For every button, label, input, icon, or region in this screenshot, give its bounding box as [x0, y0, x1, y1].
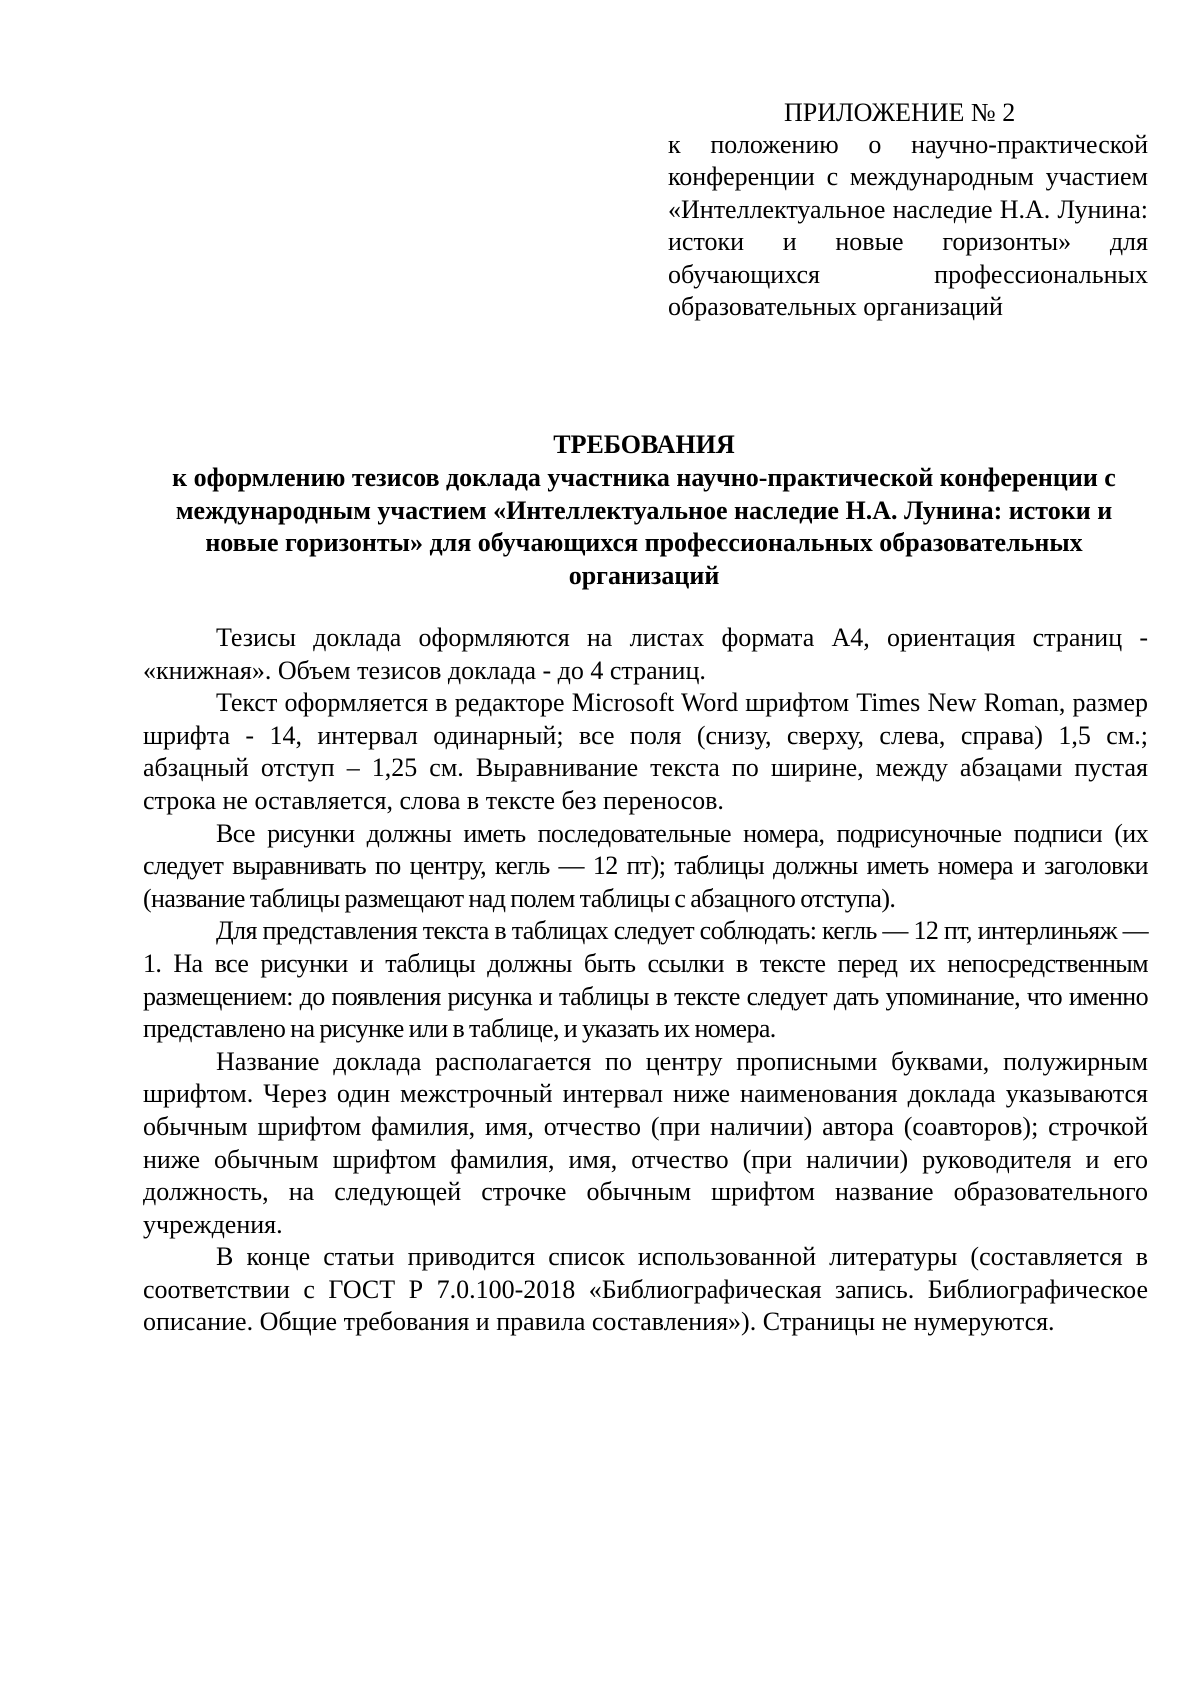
appendix-heading: ПРИЛОЖЕНИЕ № 2 — [784, 98, 1016, 127]
paragraph-font: Текст оформляется в редакторе Microsoft Word шрифтом Times New Roman, размер шрифта - 14, интервал одинарный; все поля (снизу, сверху, слева, справа) 1,5 см.; абзацный отступ – 1,25 см. Выравнивание текста по ширине, между абзацами пустая строка не оставляется, слова в тексте без переносов. — [143, 688, 1148, 815]
document-subtitle: к оформлению тезисов доклада участника научно-практической конференции с международным участием «Интеллектуальное наследие Н.А. Лунина: истоки и новые горизонты» для обучающихся профессиональных образовательных организаций — [172, 463, 1116, 590]
document-title: ТРЕБОВАНИЯ — [553, 430, 735, 459]
paragraph-references: В конце статьи приводится список использованной литературы (составляется в соответствии с ГОСТ Р 7.0.100-2018 «Библиографическая запись. Библиографическое описание. Общие требования и правила составления»). Страницы не нумеруются. — [143, 1242, 1148, 1337]
paragraph-report-title: Название доклада располагается по центру прописными буквами, полужирным шрифтом. Через один межстрочный интервал ниже наименования доклада указываются обычным шрифтом фамилия, имя, отчество (при наличии) автора (соавторов); строчкой ниже обычным шрифтом фамилия, имя, отчество (при наличии) руководителя и его должность, на следующей строчке обычным шрифтом название образовательного учреждения. — [143, 1046, 1148, 1239]
appendix-block — [668, 96, 1148, 323]
appendix-text: к положению о научно-практической конференции с международным участием «Интеллектуальное наследие Н.А. Лунина: истоки и новые горизонты» для обучающихся профессиональных образовательных организаций — [668, 130, 1148, 322]
paragraph-figures: Все рисунки должны иметь последовательные номера, подрисуночные подписи (их следует выравнивать по центру, кегль — 12 пт); таблицы должны иметь номера и заголовки (название таблицы размещают над полем таблицы с абзацного отступа). — [143, 818, 1148, 913]
body-text — [143, 622, 1148, 1339]
title-block — [140, 428, 1148, 592]
paragraph-tables: Для представления текста в таблицах следует соблюдать: кегль — 12 пт, интерлиньяж — 1. На все рисунки и таблицы должны быть ссылки в тексте перед их непосредственным размещением: до появления рисунка и таблицы в тексте следует дать упоминание, что именно представлено на рисунке или в таблице, и указать их номера. — [143, 916, 1148, 1044]
paragraph-format: Тезисы доклада оформляются на листах формата А4, ориентация страниц - «книжная». Объем тезисов доклада - до 4 страниц. — [143, 623, 1148, 685]
